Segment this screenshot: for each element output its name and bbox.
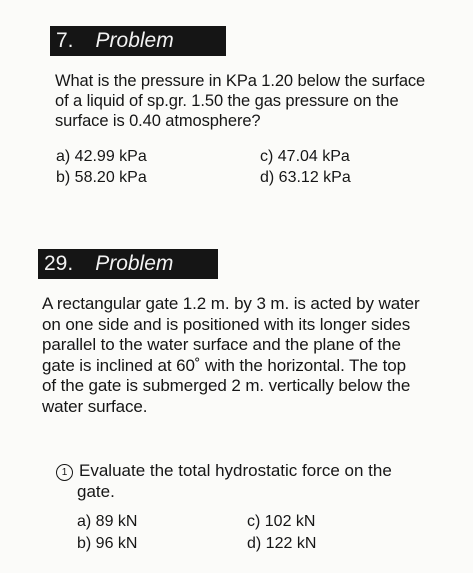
- problem-29-question: A rectangular gate 1.2 m. by 3 m. is acted by water on one side and is positioned with its longer sides parallel to the water surface and the plane of the gate is inclined at 60˚ with the horizontal. The top of the gate is submerged 2 m. vertically below the water surface.: [42, 294, 420, 416]
- sub-question: [56, 461, 416, 502]
- problem-7-header: [50, 26, 226, 56]
- problem-7-question: What is the pressure in KPa 1.20 below the surface of a liquid of sp.gr. 1.50 the gas pressure on the surface is 0.40 atmosphere?: [55, 72, 426, 130]
- problem-label: Problem: [95, 252, 174, 275]
- option-b: b) 96 kN: [77, 535, 138, 552]
- problem-29-header: [38, 249, 218, 279]
- problem-number: 7.: [56, 29, 74, 52]
- problem-label: Problem: [95, 29, 174, 52]
- option-b: b) 58.20 kPa: [56, 169, 147, 186]
- option-c: c) 102 kN: [247, 513, 316, 530]
- sub-question-text-line1: Evaluate the total hydrostatic force on the: [79, 461, 392, 480]
- option-a: a) 89 kN: [77, 513, 138, 530]
- option-c: c) 47.04 kPa: [260, 148, 350, 165]
- option-d: d) 63.12 kPa: [260, 169, 351, 186]
- sub-question-text-line2: gate.: [77, 481, 115, 501]
- circled-number-marker: 1: [56, 464, 73, 481]
- option-d: d) 122 kN: [247, 535, 317, 552]
- problem-number: 29.: [44, 252, 74, 275]
- option-a: a) 42.99 kPa: [56, 148, 147, 165]
